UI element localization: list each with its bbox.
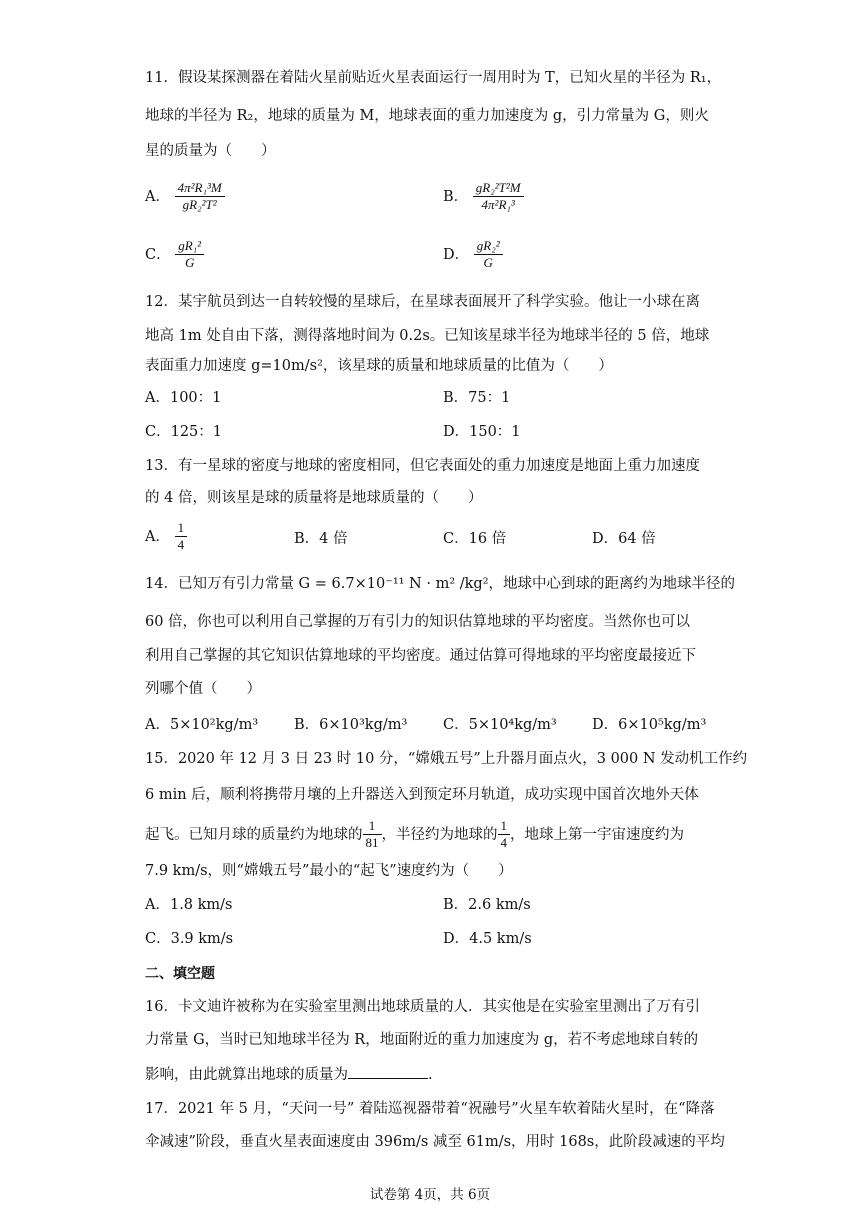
q14-line2: 60 倍，你也可以利用自己掌握的万有引力的知识估算地球的平均密度。当然你也可以 xyxy=(145,614,691,630)
q14-line3: 利用自己掌握的其它知识估算地球的平均密度。通过估算可得地球的平均密度最接近下 xyxy=(145,648,696,664)
q14-option-d[interactable]: D．6×10⁵kg/m³ xyxy=(592,717,707,733)
q15-line3: 起飞。已知月球的质量约为地球的 $\frac{1}{81}$ ，半径约为地球的 $\frac{1}{4}$ ，地球上第一宇宙速度约为 xyxy=(145,818,684,850)
q16-line1: 16．卡文迪许被称为在实验室里测出地球质量的人．其实他是在实验室里测出了万有引 xyxy=(145,999,700,1015)
section-heading-fill-in: 二、填空题 xyxy=(145,966,215,982)
q11-a-fraction: $\frac{\text{4π²R₁³M}}{\text{gR₂²T²}}$ xyxy=(175,180,225,213)
q14-line4: 列哪个值（ ） xyxy=(145,681,261,697)
q14-option-c[interactable]: C．5×10⁴kg/m³ xyxy=(443,717,557,733)
q13-a-fraction: $\frac{1}{4}$ xyxy=(175,520,188,553)
q12-option-b[interactable]: B．75：1 xyxy=(443,390,511,406)
q15-option-c[interactable]: C．3.9 km/s xyxy=(145,931,234,947)
q13-option-c[interactable]: C．16 倍 xyxy=(443,531,507,547)
q15-option-b[interactable]: B．2.6 km/s xyxy=(443,897,531,913)
q14-option-b[interactable]: B．6×10³kg/m³ xyxy=(294,717,408,733)
q11-c-fraction: $\frac{\text{gR₁²}}{G}$ xyxy=(175,238,204,271)
q15-moon-radius-fraction: $\frac{1}{4}$ xyxy=(498,818,511,851)
q11-option-b[interactable]: B． $\frac{\text{gR₂²T²M}}{\text{4π²R₁³}}$ xyxy=(443,180,524,213)
q15-line2: 6 min 后，顺利将携带月壤的上升器送入到预定环月轨道，成功实现中国首次地外天体 xyxy=(145,787,699,803)
q17-line2: 伞减速”阶段，垂直火星表面速度由 396m/s 减至 61m/s，用时 168s，此阶段减速的平均 xyxy=(145,1134,725,1150)
q11-option-a[interactable]: A． $\frac{\text{4π²R₁³M}}{\text{gR₂²T²}}$ xyxy=(145,180,225,213)
q11-option-d[interactable]: D． $\frac{\text{gR₂²}}{G}$ xyxy=(443,238,503,271)
q15-option-a[interactable]: A．1.8 km/s xyxy=(145,897,233,913)
q12-line2: 地高 1m 处自由下落，测得落地时间为 0.2s。已知该星球半径为地球半径的 5 倍，地球 xyxy=(145,328,710,344)
q15-line1: 15．2020 年 12 月 3 日 23 时 10 分，“嫦娥五号”上升器月面点火，3 000 N 发动机工作约 xyxy=(145,751,748,767)
q11-b-fraction: $\frac{\text{gR₂²T²M}}{\text{4π²R₁³}}$ xyxy=(473,180,524,213)
q11-d-fraction: $\frac{\text{gR₂²}}{G}$ xyxy=(474,238,503,271)
q11-line1: 11．假设某探测器在着陆火星前贴近火星表面运行一周用时为 T，已知火星的半径为 R₁， xyxy=(145,70,722,86)
q14-option-a[interactable]: A．5×10²kg/m³ xyxy=(145,717,259,733)
q13-line1: 13．有一星球的密度与地球的密度相同，但它表面处的重力加速度是地面上重力加速度 xyxy=(145,458,700,474)
q15-line4: 7.9 km/s，则“嫦娥五号”最小的“起飞”速度约为（ ） xyxy=(145,863,513,879)
q12-line3: 表面重力加速度 g=10m/s²，该星球的质量和地球质量的比值为（ ） xyxy=(145,358,613,374)
q16-line2: 力常量 G，当时已知地球半径为 R，地面附近的重力加速度为 g，若不考虑地球自转的 xyxy=(145,1032,699,1048)
page-footer: 试卷第 4页，共 6页 xyxy=(369,1187,491,1203)
q17-line1: 17．2021 年 5 月，“天问一号” 着陆巡视器带着“祝融号”火星车软着陆火星时，在“降落 xyxy=(145,1101,715,1117)
q12-option-c[interactable]: C．125：1 xyxy=(145,424,222,440)
q14-line1: 14．已知万有引力常量 G = 6.7×10⁻¹¹ N · m² /kg²，地球中心到球的距离约为地球半径的 xyxy=(145,576,736,592)
q13-option-b[interactable]: B．4 倍 xyxy=(294,531,348,547)
q13-option-d[interactable]: D．64 倍 xyxy=(592,531,656,547)
q11-line3: 星的质量为（ ） xyxy=(145,143,276,159)
q11-line2: 地球的半径为 R₂，地球的质量为 M，地球表面的重力加速度为 g，引力常量为 G，则火 xyxy=(145,108,709,124)
q13-line2: 的 4 倍，则该星是球的质量将是地球质量的（ ） xyxy=(145,490,483,506)
q12-option-a[interactable]: A．100：1 xyxy=(145,390,222,406)
q16-line3: 影响，由此就算出地球的质量为 . xyxy=(145,1064,433,1085)
q16-answer-blank[interactable] xyxy=(348,1064,428,1079)
q12-option-d[interactable]: D．150：1 xyxy=(443,424,521,440)
q13-option-a[interactable]: A． $\frac{1}{4}$ xyxy=(145,520,187,553)
q15-moon-mass-fraction: $\frac{1}{81}$ xyxy=(363,818,382,851)
q15-option-d[interactable]: D．4.5 km/s xyxy=(443,931,532,947)
q11-option-c[interactable]: C． $\frac{\text{gR₁²}}{G}$ xyxy=(145,238,204,271)
q12-line1: 12．某宇航员到达一自转较慢的星球后，在星球表面展开了科学实验。他让一小球在离 xyxy=(145,294,700,310)
